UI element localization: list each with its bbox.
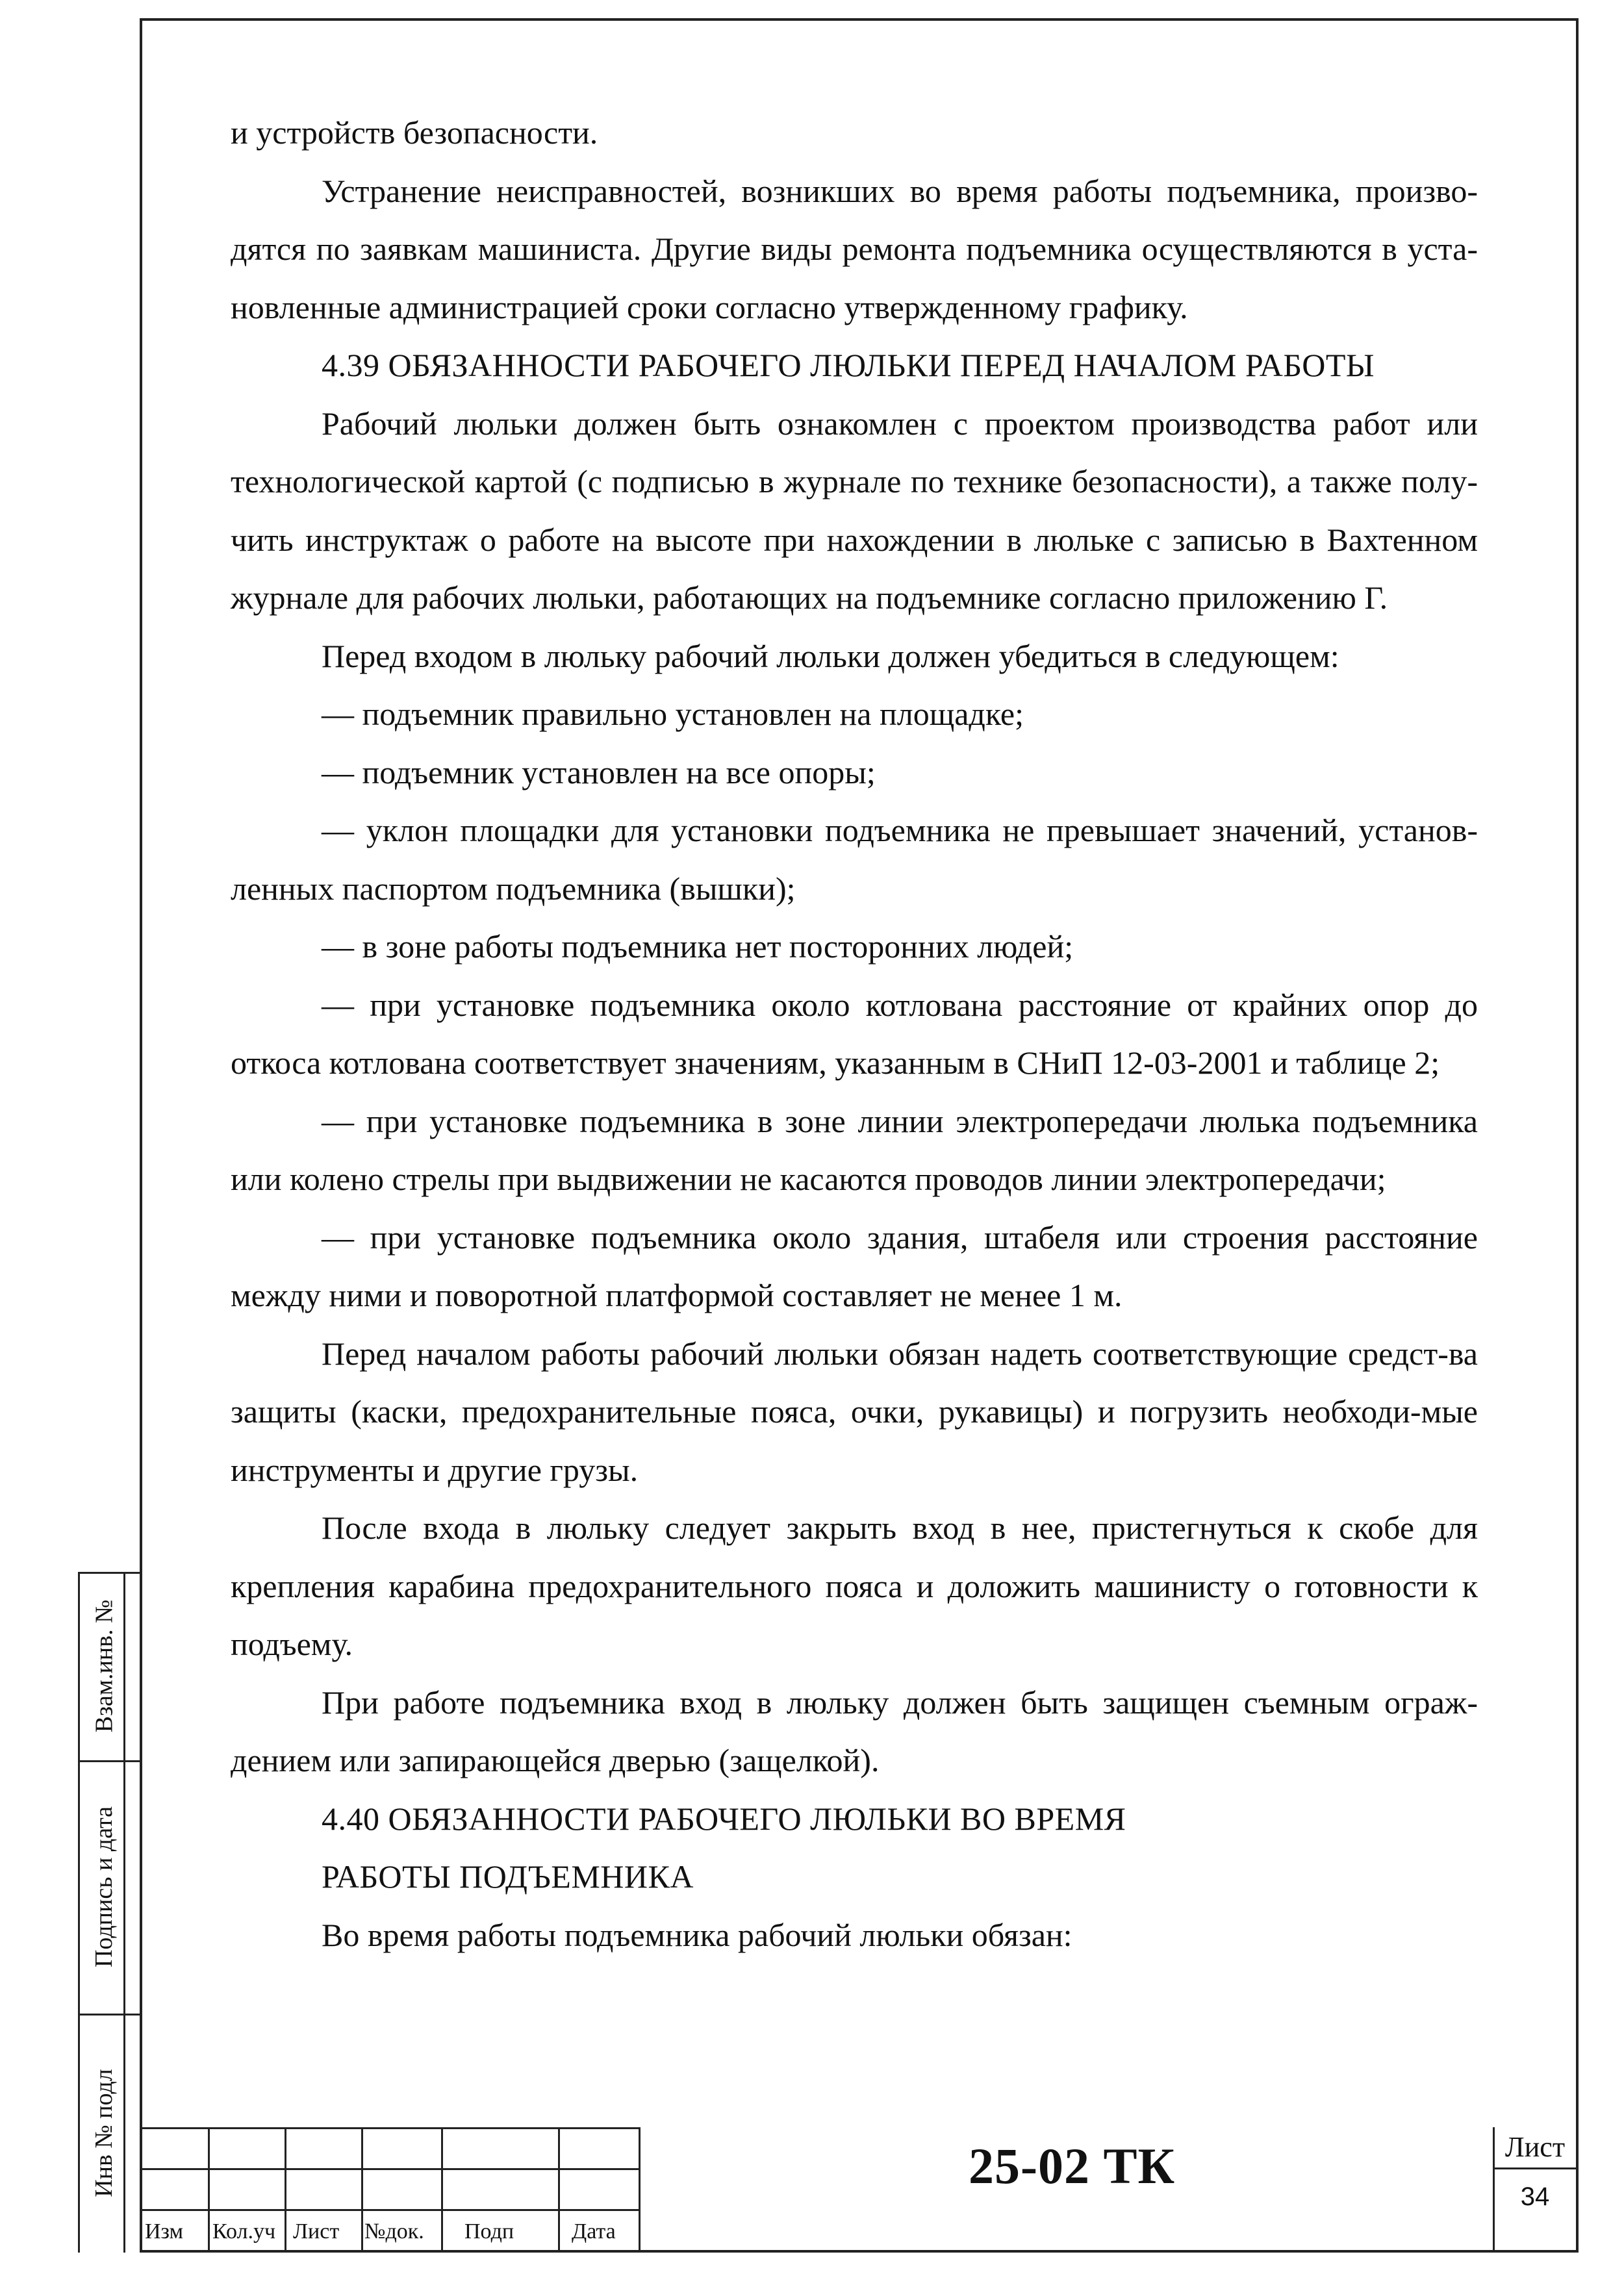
paragraph: При работе подъемника вход в люльку должен быть защищен съемным ограж-дением или запирающейся дверью (защелкой). — [231, 1684, 1478, 1778]
sheet-number: 34 — [1520, 2182, 1550, 2211]
list-item: — при установке подъемника в зоне линии электропередачи люлька подъемника или колено стрелы при выдвижении не касаются проводов линии электропередачи; — [231, 1102, 1478, 1197]
col-kol-uch: Кол.уч — [212, 2219, 276, 2243]
paragraph: Рабочий люльки должен быть ознакомлен с проектом производства работ или технологической картой (с подписью в журнале по технике безопасности), а также полу-чить инструктаж о работе на высоте при нахождении в люльке с записью в Вахтенном журнале для рабочих люльки, работающих на подъемнике согласно приложению Г. — [231, 405, 1478, 616]
paragraph: Перед началом работы рабочий люльки обязан надеть соответствующие средст-ва защиты (каски, предохранительные пояса, очки, рукавицы) и погрузить необходи-мые инструменты и другие грузы. — [231, 1335, 1478, 1488]
section-heading: 4.39 ОБЯЗАННОСТИ РАБОЧЕГО ЛЮЛЬКИ ПЕРЕД НАЧАЛОМ РАБОТЫ — [322, 347, 1375, 383]
sheet-label: Лист — [1504, 2131, 1566, 2163]
paragraph: Устранение неисправностей, возникших во время работы подъемника, произво-дятся по заявкам машиниста. Другие виды ремонта подъемника осуществляются в уста-новленные администрацией сроки согласно утвержденному графику. — [231, 172, 1478, 325]
list-item: — подъемник установлен на все опоры; — [322, 753, 876, 790]
section-heading: 4.40 ОБЯЗАННОСТИ РАБОЧЕГО ЛЮЛЬКИ ВО ВРЕМЯ — [322, 1800, 1126, 1837]
list-item: — уклон площадки для установки подъемника не превышает значений, установ-ленных паспортом подъемника (вышки); — [231, 812, 1478, 907]
side-column-line — [78, 1572, 80, 2253]
side-label-vzam: Взам.инв. № — [90, 1599, 118, 1733]
col-ndok: №док. — [364, 2219, 424, 2243]
side-column-line — [123, 1572, 125, 2253]
paragraph: Во время работы подъемника рабочий люльки обязан: — [322, 1916, 1072, 1953]
list-item: — в зоне работы подъемника нет посторонних людей; — [322, 928, 1074, 965]
document-body — [231, 104, 1478, 1964]
side-label-podpis: Подпись и дата — [90, 1806, 118, 1968]
list-item: — подъемник правильно установлен на площадке; — [322, 696, 1024, 732]
col-podp: Подп — [464, 2219, 514, 2243]
section-heading: РАБОТЫ ПОДЪЕМНИКА — [322, 1858, 694, 1895]
col-list: Лист — [293, 2219, 340, 2243]
col-izm: Изм — [145, 2219, 184, 2243]
document-code: 25-02 ТК — [968, 2138, 1176, 2194]
paragraph: и устройств безопасности. — [231, 114, 598, 151]
list-item: — при установке подъемника около котлована расстояние от крайних опор до откоса котлована соответствует значениям, указанным в СНиП 12-03-2001 и таблице 2; — [231, 986, 1478, 1081]
side-label-inv: Инв № подл — [90, 2069, 118, 2197]
col-data: Дата — [572, 2219, 616, 2243]
paragraph: После входа в люльку следует закрыть вход в нее, пристегнуться к скобе для крепления карабина предохранительного пояса и доложить машинисту о готовности к подъему. — [231, 1510, 1478, 1662]
side-binding-strip — [39, 1572, 140, 2253]
list-item: — при установке подъемника около здания, штабеля или строения расстояние между ними и поворотной платформой составляет не менее 1 м. — [231, 1219, 1478, 1313]
paragraph: Перед входом в люльку рабочий люльки должен убедиться в следующем: — [322, 637, 1339, 674]
